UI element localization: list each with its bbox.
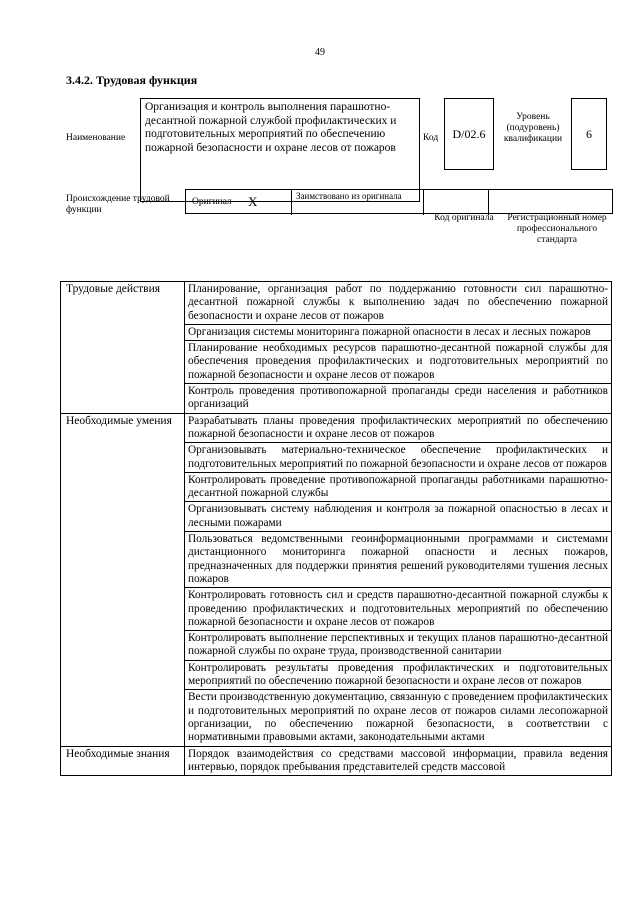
original-mark: X (248, 194, 258, 209)
list-item: Контроль проведения противопожарной пропаганды среди населения и работников организаций (185, 384, 612, 414)
function-table (60, 281, 612, 776)
list-item: Порядок взаимодействия со средствами массовой информации, правила ведения интервью, порядок пребывания представителей средств массовой (185, 746, 612, 776)
table-row (61, 746, 612, 776)
table-row (61, 413, 612, 443)
origin-label: Происхождение трудовой функции (66, 194, 170, 215)
list-item: Вести производственную документацию, связанную с проведением профилактических и подготовительных мероприятий по охране лесов от пожаров силами лесопожарной организации, по обеспечению пожарной безопасности, в соответствии с нормативными правовыми актами, законодательными актами (185, 690, 612, 746)
section-title: 3.4.2. Трудовая функция (66, 73, 198, 87)
row-label-knowledge: Необходимые знания (61, 746, 185, 776)
row-label-actions: Трудовые действия (61, 282, 185, 414)
code-value: D/02.6 (444, 98, 494, 170)
function-name-box: Организация и контроль выполнения парашютно-десантной пожарной службой профилактических и подготовительных мероприятий по обеспечению пожарной безопасности и охране лесов от пожаров (140, 98, 420, 202)
table-row (61, 282, 612, 325)
level-value: 6 (571, 98, 607, 170)
reg-caption: Регистрационный номер профессионального стандарта (507, 213, 607, 245)
original-code-cell (424, 190, 489, 215)
list-item: Контролировать выполнение перспективных и текущих планов парашютно-десантной пожарной службы по охране труда, производственной санитарии (185, 631, 612, 661)
list-item: Пользоваться ведомственными геоинформационными программами и системами дистанционного мониторинга пожарной опасности и лесных пожаров, предназначенных для поддержки принятия решений руководителями тушения лесных пожаров (185, 532, 612, 588)
original-label: Оригинал (192, 197, 232, 207)
level-label: Уровень (подуровень) квалификации (503, 112, 563, 144)
list-item: Контролировать готовность сил и средств парашютно-десантной пожарной службы к проведению профилактических и подготовительных мероприятий по обеспечению пожарной безопасности и охране лесов от пожаров (185, 588, 612, 631)
page-number: 49 (315, 47, 325, 58)
list-item: Контролировать результаты проведения профилактических и подготовительных мероприятий по обеспечению пожарной безопасности и охране лесов от пожаров (185, 660, 612, 690)
code-label: Код (423, 133, 439, 143)
original-cell (186, 190, 292, 215)
list-item: Планирование необходимых ресурсов парашютно-десантной пожарной службы для обеспечения проведения профилактических и подготовительных мероприятий по пожарной безопасности и охране лесов от пожаров (185, 341, 612, 384)
list-item: Планирование, организация работ по поддержанию готовности сил парашютно-десантной пожарной службы к выполнению задач по обеспечению пожарной безопасности и охране лесов от пожаров (185, 282, 612, 325)
list-item: Организация системы мониторинга пожарной опасности в лесах и лесных пожаров (185, 324, 612, 340)
origin-row (185, 189, 613, 214)
row-label-skills: Необходимые умения (61, 413, 185, 746)
borrowed-cell (292, 190, 424, 215)
name-label: Наименование (66, 133, 126, 143)
list-item: Контролировать проведение противопожарной пропаганды работниками парашютно-десантной пожарной службы (185, 472, 612, 502)
borrowed-label: Заимствовано из оригинала (296, 191, 402, 201)
code-caption: Код оригинала (434, 213, 494, 223)
list-item: Организовывать систему наблюдения и контроля за пожарной опасностью в лесах и лесными пожарами (185, 502, 612, 532)
list-item: Разрабатывать планы проведения профилактических мероприятий по обеспечению пожарной безопасности и охране лесов от пожаров (185, 413, 612, 443)
list-item: Организовывать материально-техническое обеспечение профилактических и подготовительных мероприятий по пожарной безопасности и охране лесов от пожаров (185, 443, 612, 473)
reg-number-cell (489, 190, 613, 215)
